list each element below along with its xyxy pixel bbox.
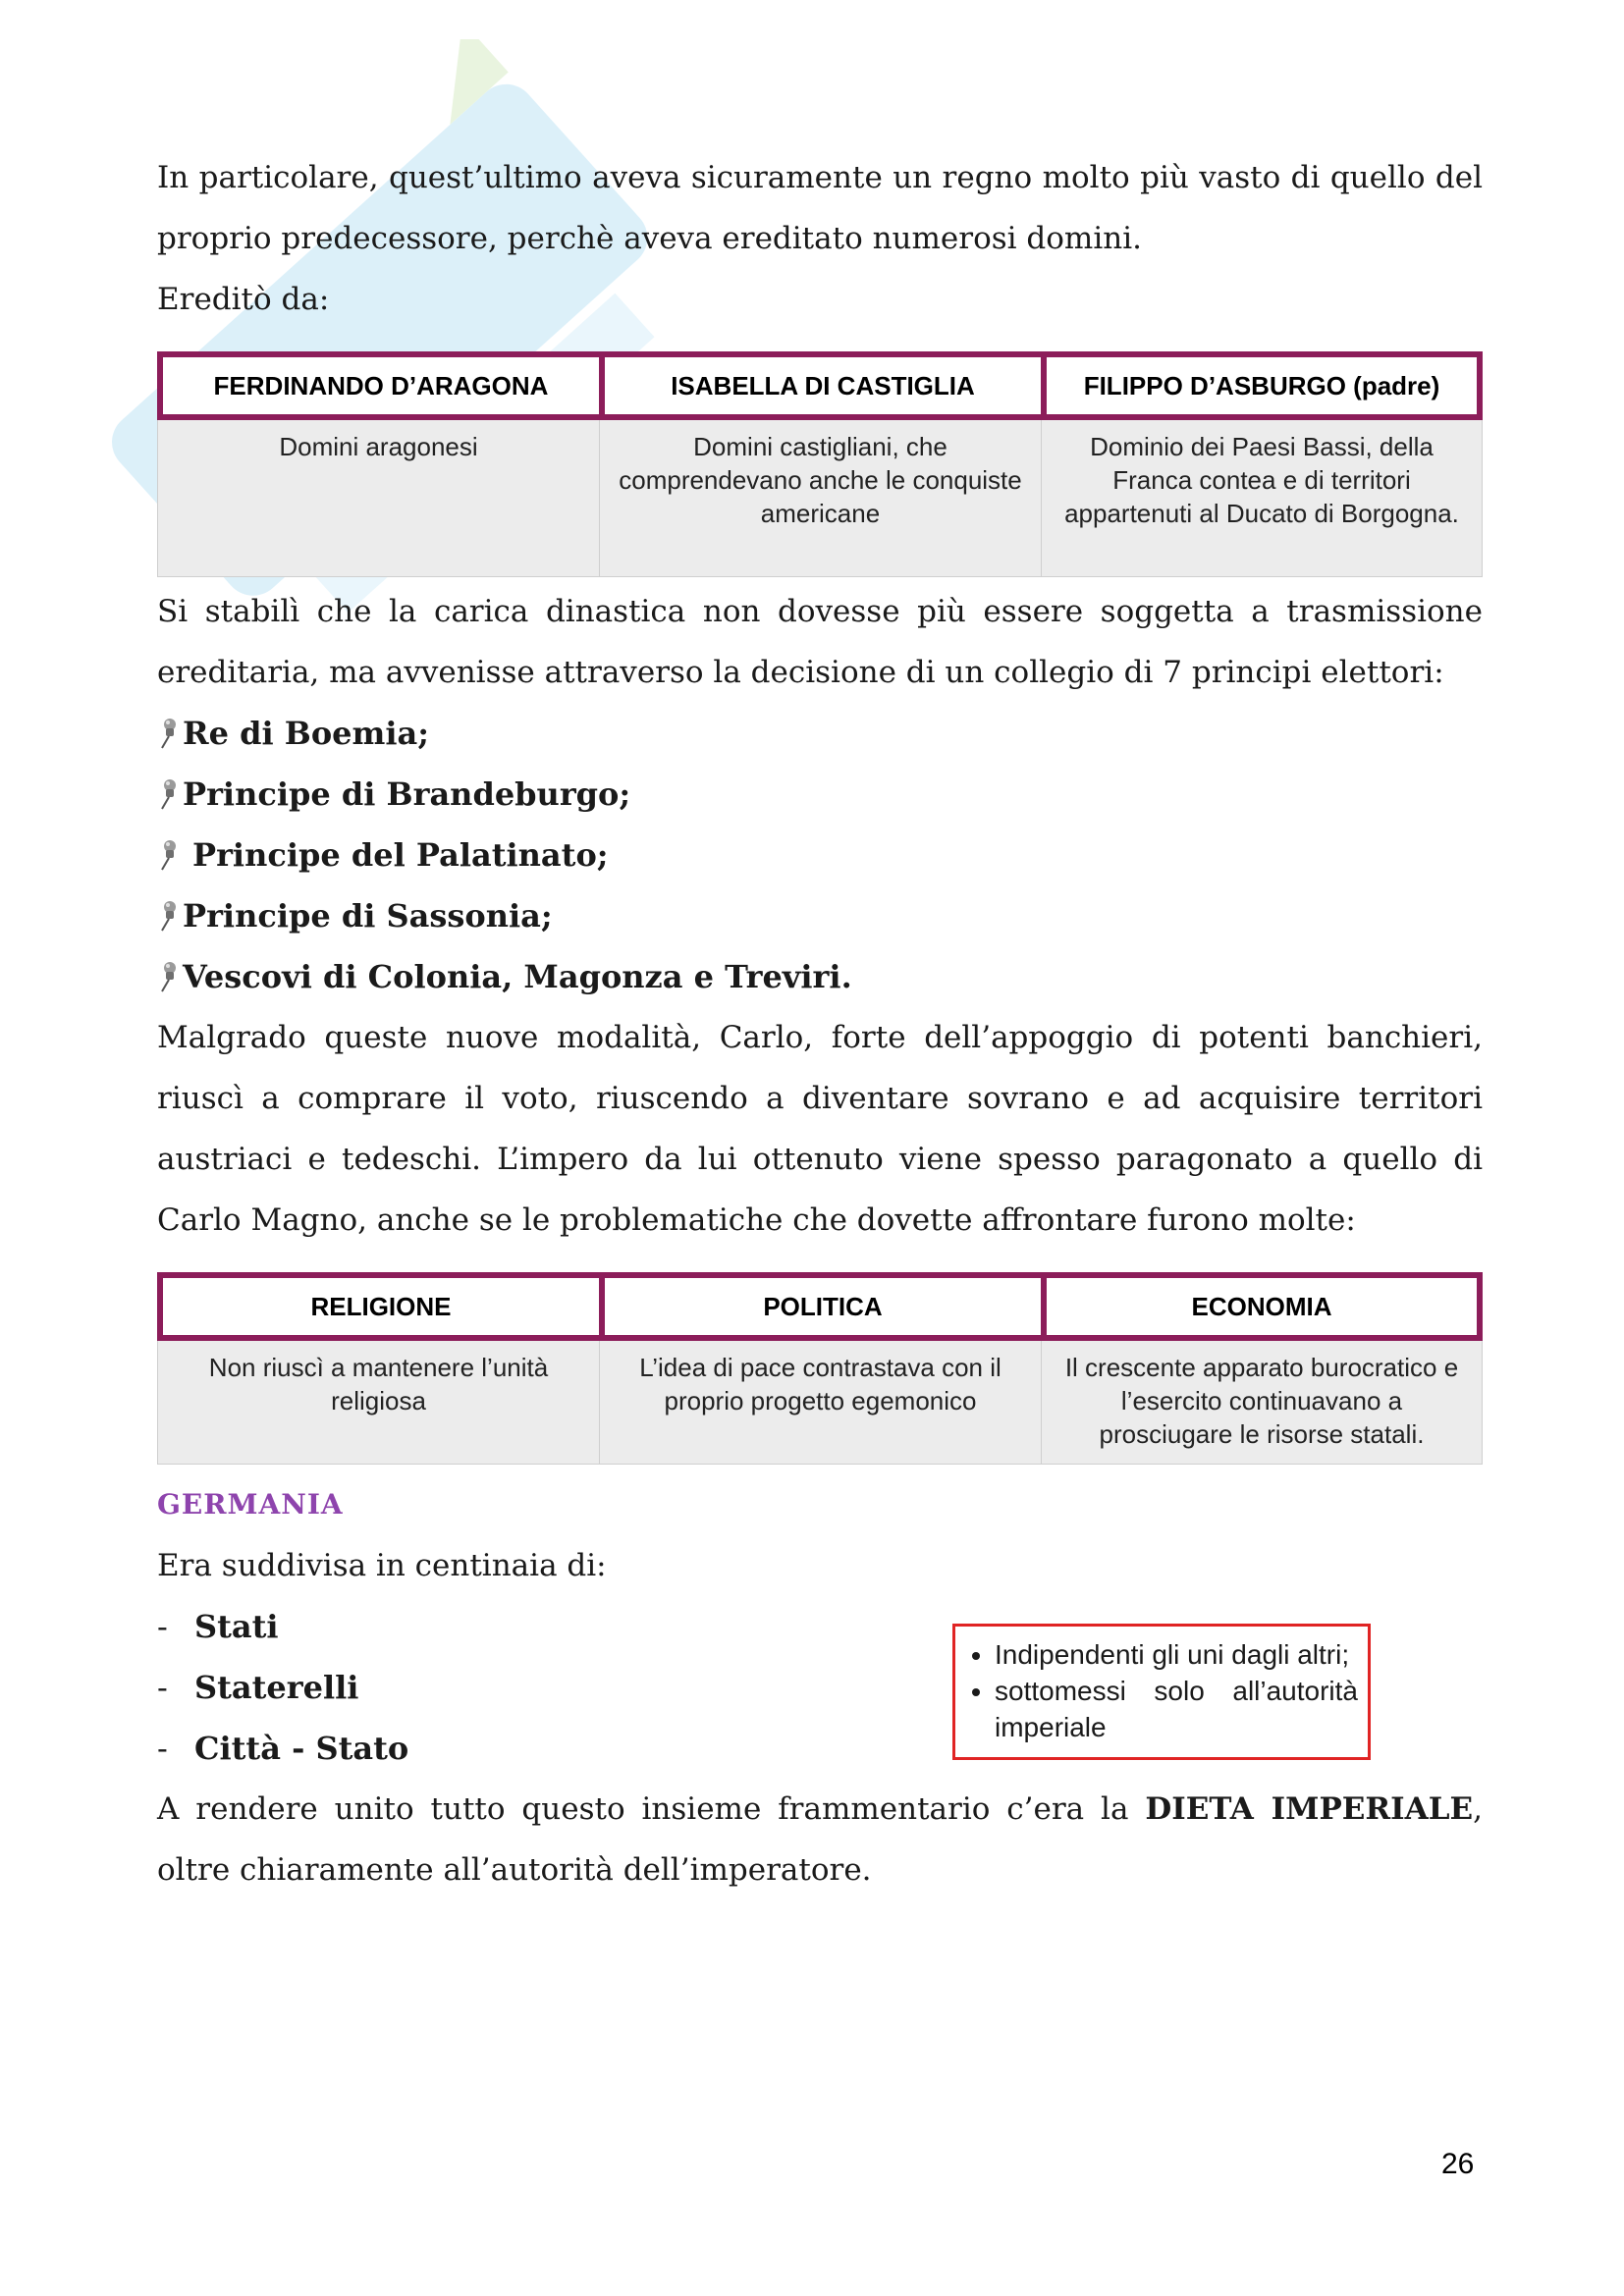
malgrado-paragraph: Malgrado queste nuove modalità, Carlo, forte dell’appoggio di potenti banchieri, riuscì a comprare il voto, riuscendo a diventare sovrano e ad acquisire territori austriaci e tedeschi. L’impero da lui ottenuto viene spesso paragonato a quello di Carlo Magno, anche se le problematiche che dovette affrontare furono molte: [157, 1020, 1483, 1238]
pushpin-icon [157, 717, 181, 750]
page-number: 26 [1441, 2148, 1475, 2180]
cell-dominio-paesi-bassi: Dominio dei Paesi Bassi, della Franca contea e di territori appartenuti al Ducato di Borgogna. [1041, 420, 1483, 577]
germania-intro: Era suddivisa in centinaia di: [157, 1548, 607, 1583]
table-header-row [157, 1272, 1483, 1341]
elector-label: Principe del Palatinato; [192, 836, 609, 874]
germania-section [157, 1535, 1483, 1779]
germania-item-label: Staterelli [194, 1669, 359, 1706]
cell-politica: L’idea di pace contrastava con il proprio progetto egemonico [599, 1341, 1041, 1465]
dieta-imperiale: DIETA IMPERIALE [1145, 1791, 1474, 1827]
problems-table [157, 1272, 1483, 1465]
list-item [157, 885, 1483, 946]
dieta-text-after: , oltre chiaramente all’autorità dell’imperatore. [157, 1791, 1483, 1888]
cell-economia: Il crescente apparato burocratico e l’esercito continuavano a prosciugare le risorse statali. [1041, 1341, 1483, 1465]
table-row [157, 420, 1483, 577]
list-item [157, 764, 1483, 825]
box-point: • Indipendenti gli uni dagli altri; [995, 1636, 1358, 1673]
electoral-paragraph: Si stabilì che la carica dinastica non dovesse più essere soggetta a trasmissione ereditaria, ma avvenisse attraverso la decisione di un collegio di 7 principi elettori: [157, 594, 1483, 690]
germania-item-label: Stati [194, 1608, 279, 1645]
electors-list [157, 703, 1483, 1007]
dash-bullet: - [157, 1730, 168, 1767]
dieta-text-before: A rendere unito tutto questo insieme frammentario c’era la [157, 1791, 1146, 1827]
dash-bullet: - [157, 1608, 168, 1645]
table-row [157, 1341, 1483, 1465]
inherited-label: Ereditò da: [157, 282, 330, 317]
inheritance-table [157, 351, 1483, 577]
germania-item-label: Città - Stato [194, 1730, 409, 1767]
elector-label: Re di Boemia; [183, 715, 430, 752]
pushpin-icon [157, 838, 181, 872]
cell-domini-aragonesi: Domini aragonesi [157, 420, 599, 577]
box-point: • sottomessi solo all’autorità imperiale [995, 1673, 1358, 1745]
header-religione: RELIGIONE [157, 1272, 599, 1341]
dash-bullet: - [157, 1669, 168, 1706]
page-content [157, 147, 1483, 1900]
cell-religione: Non riuscì a mantenere l’unità religiosa [157, 1341, 599, 1465]
pushpin-icon [157, 777, 181, 811]
list-item [157, 703, 1483, 764]
cell-domini-castigliani: Domini castigliani, che comprendevano anche le conquiste americane [599, 420, 1041, 577]
header-politica: POLITICA [599, 1272, 1041, 1341]
list-item [157, 825, 1483, 885]
characteristics-box [952, 1624, 1371, 1760]
pushpin-icon [157, 899, 181, 933]
dieta-paragraph [157, 1779, 1483, 1900]
header-ferdinando: FERDINANDO D’ARAGONA [157, 351, 599, 420]
pushpin-icon [157, 960, 181, 993]
header-economia: ECONOMIA [1041, 1272, 1483, 1341]
elector-label: Principe di Brandeburgo; [183, 775, 631, 813]
section-title-germania: GERMANIA [157, 1488, 344, 1521]
header-filippo: FILIPPO D’ASBURGO (padre) [1041, 351, 1483, 420]
intro-paragraph: In particolare, quest’ultimo aveva sicuramente un regno molto più vasto di quello del proprio predecessore, perchè aveva ereditato numerosi domini. [157, 160, 1483, 256]
elector-label: Principe di Sassonia; [183, 897, 553, 934]
list-item [157, 946, 1483, 1007]
table-header-row [157, 351, 1483, 420]
header-isabella: ISABELLA DI CASTIGLIA [599, 351, 1041, 420]
elector-label: Vescovi di Colonia, Magonza e Treviri. [183, 958, 852, 995]
